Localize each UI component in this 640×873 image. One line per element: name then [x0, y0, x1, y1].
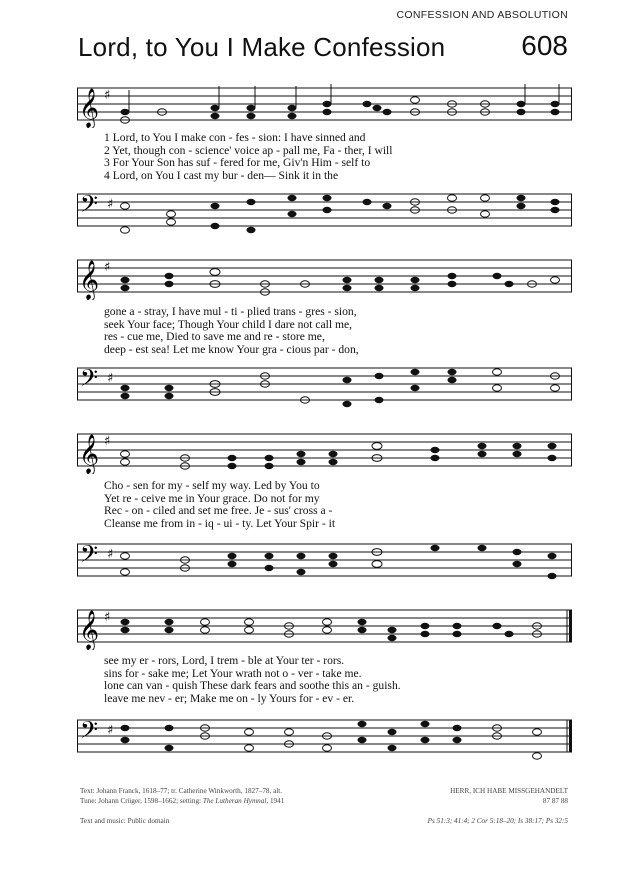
- lyrics-system-1: [104, 132, 574, 182]
- hymn-number: 608: [521, 30, 568, 61]
- meter: 87 87 88: [542, 797, 568, 805]
- svg-text:♯: ♯: [107, 197, 114, 212]
- lyrics-system-2: [104, 306, 574, 356]
- svg-text:♯: ♯: [107, 547, 114, 562]
- svg-text:♯: ♯: [107, 371, 114, 386]
- lyric-line: Cho - sen for my - self my way. Led by You to: [104, 480, 320, 492]
- treble-staff-2: [77, 254, 572, 300]
- svg-text:♯: ♯: [104, 88, 111, 103]
- tune-credit-source: The Lutheran Hymnal: [202, 797, 267, 805]
- lyric-line: 2 Yet, though con - science' voice ap - pall me, Fa - ther, I will: [104, 144, 393, 157]
- bass-staff-3: [77, 536, 572, 590]
- rights-notice: Text and music: Public domain: [80, 817, 170, 825]
- lyric-line: 3 For Your Son has suf - fered for me, Giv'n Him - self to: [104, 157, 371, 170]
- svg-text:♯: ♯: [104, 610, 111, 625]
- lyric-line: Yet re - ceive me in Your grace. Do not for my: [104, 492, 320, 505]
- svg-text:♯: ♯: [107, 723, 114, 738]
- lyric-line: Rec - on - ciled and set me free. Je - sus' cross a -: [104, 505, 333, 518]
- lyric-line: 4 Lord, on You I cast my bur - den— Sink it in the: [104, 169, 339, 182]
- lyric-line: 1 Lord, to You I make con - fes - sion: I have sinned and: [104, 132, 366, 144]
- text-credit: Text: Johann Franck, 1618–77; tr. Catherine Winkworth, 1827–78, alt.: [80, 787, 283, 795]
- bass-staff-2: [77, 360, 572, 414]
- svg-text:♯: ♯: [104, 260, 111, 275]
- tune-credit-prefix: Tune: Johann Crüger, 1598–1662; setting:: [80, 797, 203, 805]
- lyric-line: deep - est sea! Let me know Your gra - cious par - don,: [104, 343, 359, 356]
- bass-staff-4: [77, 712, 572, 766]
- lyric-line: res - cue me, Died to save me and re - store me,: [104, 331, 325, 344]
- svg-text:𝄢: 𝄢: [80, 364, 99, 397]
- lyric-line: lone can van - quish These dark fears and soothe this an - guish.: [104, 680, 401, 693]
- bass-staff-1: [77, 186, 572, 240]
- svg-text:𝄞: 𝄞: [79, 88, 100, 128]
- tune-credit-year: , 1941: [266, 797, 285, 805]
- lyrics-system-4: [104, 655, 574, 705]
- treble-staff-1: [77, 82, 572, 128]
- lyrics-system-3: [104, 480, 574, 530]
- svg-text:♯: ♯: [104, 434, 111, 449]
- treble-staff-3: [77, 428, 572, 474]
- svg-text:𝄞: 𝄞: [79, 610, 100, 650]
- hymn-title: Lord, to You I Make Confession: [78, 32, 446, 62]
- treble-staff-4: [77, 604, 572, 650]
- section-heading: CONFESSION AND ABSOLUTION: [396, 9, 568, 21]
- lyric-line: seek Your face; Though Your child I dare not call me,: [104, 318, 353, 331]
- svg-text:𝄢: 𝄢: [80, 190, 99, 223]
- lyric-line: leave me nev - er; Make me on - ly Yours for - ev - er.: [104, 692, 355, 705]
- lyric-line: sins for - sake me; Let Your wrath not o - ver - take me.: [104, 667, 362, 680]
- lyric-line: Cleanse me from in - iq - ui - ty. Let Your Spir - it: [104, 517, 336, 530]
- lyric-line: gone a - stray, I have mul - ti - plied trans - gres - sion,: [104, 306, 357, 318]
- lyric-line: see my er - rors, Lord, I trem - ble at Your ter - rors.: [104, 655, 345, 667]
- tune-name: HERR, ICH HABE MISSGEHANDELT: [450, 787, 568, 795]
- tune-credit: [80, 797, 284, 805]
- svg-text:𝄢: 𝄢: [80, 716, 99, 749]
- scripture-references: Ps 51:3; 41:4; 2 Cor 5:18–20; Is 38:17; Ps 32:5: [427, 817, 568, 825]
- svg-text:𝄞: 𝄞: [79, 260, 100, 300]
- svg-text:𝄞: 𝄞: [79, 434, 100, 474]
- svg-text:𝄢: 𝄢: [80, 540, 99, 573]
